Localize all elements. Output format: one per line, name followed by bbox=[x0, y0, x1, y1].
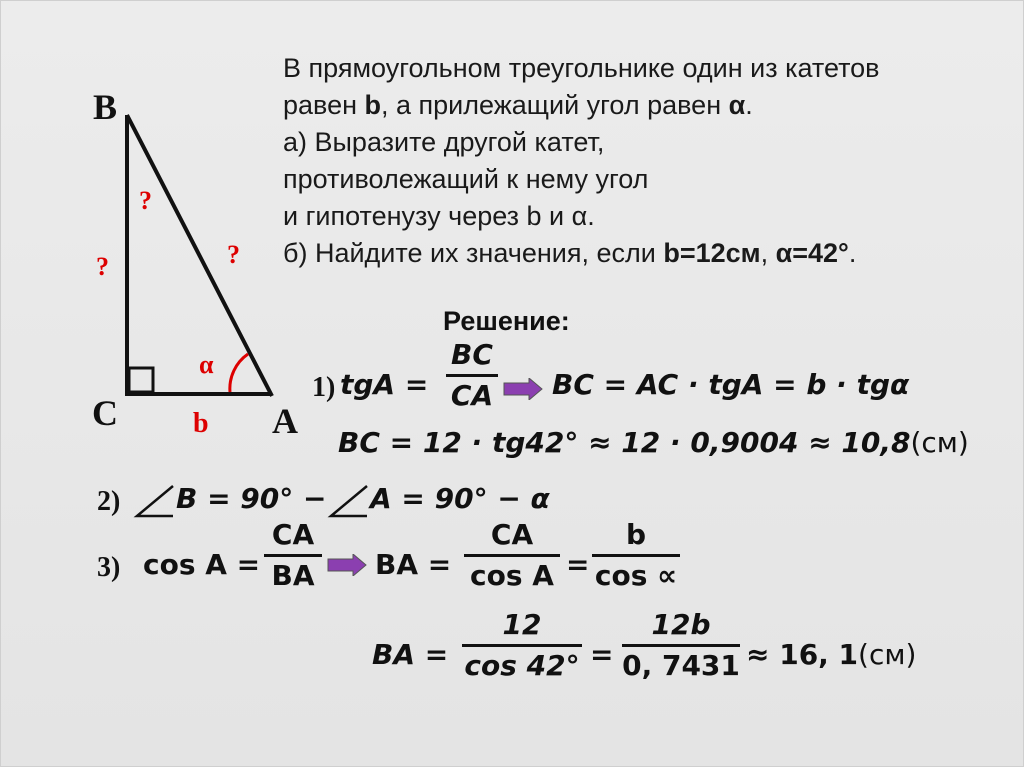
step3-fraction-4 bbox=[462, 608, 582, 683]
problem-line-1: В прямоугольном треугольнике один из катетов bbox=[283, 53, 880, 83]
problem-line-2-mid: , а прилежащий угол равен bbox=[381, 90, 729, 120]
solution-heading: Решение: bbox=[443, 306, 570, 336]
fraction-bar bbox=[462, 644, 582, 647]
step3-unit: (см) bbox=[858, 638, 917, 671]
step3-equals: = bbox=[566, 548, 590, 581]
step3-fraction-1 bbox=[264, 518, 322, 593]
step3-fraction-3 bbox=[592, 518, 680, 593]
step1-unit: (см) bbox=[910, 426, 969, 459]
step2-angle-a: A = 90° − α bbox=[370, 482, 550, 515]
problem-line-3: а) Выразите другой катет, bbox=[283, 127, 605, 157]
step1-lhs: tgA = bbox=[340, 368, 429, 401]
vertex-b-label: B bbox=[93, 87, 118, 127]
fraction-bar bbox=[592, 554, 680, 557]
fraction-bar bbox=[264, 554, 322, 557]
step3-equals-2: = bbox=[590, 638, 614, 671]
problem-line-4: противолежащий к нему угол bbox=[283, 164, 649, 194]
step3-frac5-num: 12b bbox=[651, 608, 711, 641]
vertex-a-label: A bbox=[272, 401, 298, 441]
step3-frac3-den: cos ∝ bbox=[594, 559, 678, 592]
step3-frac1-num: CA bbox=[271, 518, 315, 551]
unknown-side-ab-mark: ? bbox=[227, 240, 240, 269]
problem-given-b: b=12см bbox=[663, 238, 761, 268]
arrow-right-icon bbox=[503, 378, 543, 400]
step1-frac-den: CA bbox=[450, 379, 494, 412]
step2-number: 2) bbox=[97, 486, 121, 517]
step1-number: 1) bbox=[312, 372, 336, 403]
step3-ba: BA = bbox=[375, 548, 452, 581]
step3-lhs: cos A = bbox=[143, 548, 261, 581]
angle-alpha-arc bbox=[230, 354, 248, 392]
unknown-side-bc-mark: ? bbox=[96, 252, 109, 281]
step3-calc-ba: BA = bbox=[372, 638, 449, 671]
fraction-bar bbox=[446, 374, 498, 377]
step3-frac4-num: 12 bbox=[502, 608, 542, 641]
step1-fraction bbox=[446, 338, 498, 413]
problem-line-2-end: . bbox=[745, 90, 753, 120]
step3-fraction-5 bbox=[622, 608, 740, 683]
side-b-label: b bbox=[193, 408, 209, 439]
step2-angle-b: B = 90° − bbox=[176, 482, 327, 515]
step3-frac2-den: cos A bbox=[470, 559, 554, 592]
unknown-angle-b-mark: ? bbox=[139, 186, 152, 215]
problem-var-alpha: α bbox=[728, 90, 746, 120]
step1-calc bbox=[338, 426, 969, 459]
step3-frac3-num: b bbox=[625, 518, 647, 551]
arrow-right-icon bbox=[327, 554, 367, 576]
step3-frac4-den: cos 42° bbox=[464, 649, 580, 682]
step3-result-value: ≈ 16, 1 bbox=[746, 638, 859, 671]
step1-calc-value: BC = 12 · tg42° ≈ 12 · 0,9004 ≈ 10,8 bbox=[338, 426, 911, 459]
problem-given-alpha: α=42° bbox=[775, 238, 849, 268]
vertex-c-label: C bbox=[92, 393, 118, 433]
problem-var-b: b bbox=[364, 90, 382, 120]
problem-line-6-end: . bbox=[848, 238, 857, 268]
problem-line-2-pre: равен bbox=[283, 90, 365, 120]
problem-line-6-pre: б) Найдите их значения, если bbox=[283, 238, 664, 268]
step3-fraction-2 bbox=[464, 518, 560, 593]
fraction-bar bbox=[622, 644, 740, 647]
step1-frac-num: BC bbox=[451, 338, 493, 371]
angle-a-symbol-icon bbox=[327, 484, 369, 520]
step3-result bbox=[746, 638, 916, 671]
problem-line-6-mid: , bbox=[760, 238, 776, 268]
step3-frac2-num: CA bbox=[490, 518, 534, 551]
fraction-bar bbox=[464, 554, 560, 557]
step1-rhs: BC = AC · tgA = b · tgα bbox=[552, 368, 910, 401]
angle-alpha-label: α bbox=[199, 350, 214, 379]
problem-line-5: и гипотенузу через b и α. bbox=[283, 201, 595, 231]
step3-frac1-den: BA bbox=[271, 559, 315, 592]
right-angle-mark bbox=[129, 368, 153, 392]
step3-number: 3) bbox=[97, 552, 121, 583]
angle-b-symbol-icon bbox=[133, 484, 175, 520]
step3-frac5-den: 0, 7431 bbox=[622, 649, 740, 682]
